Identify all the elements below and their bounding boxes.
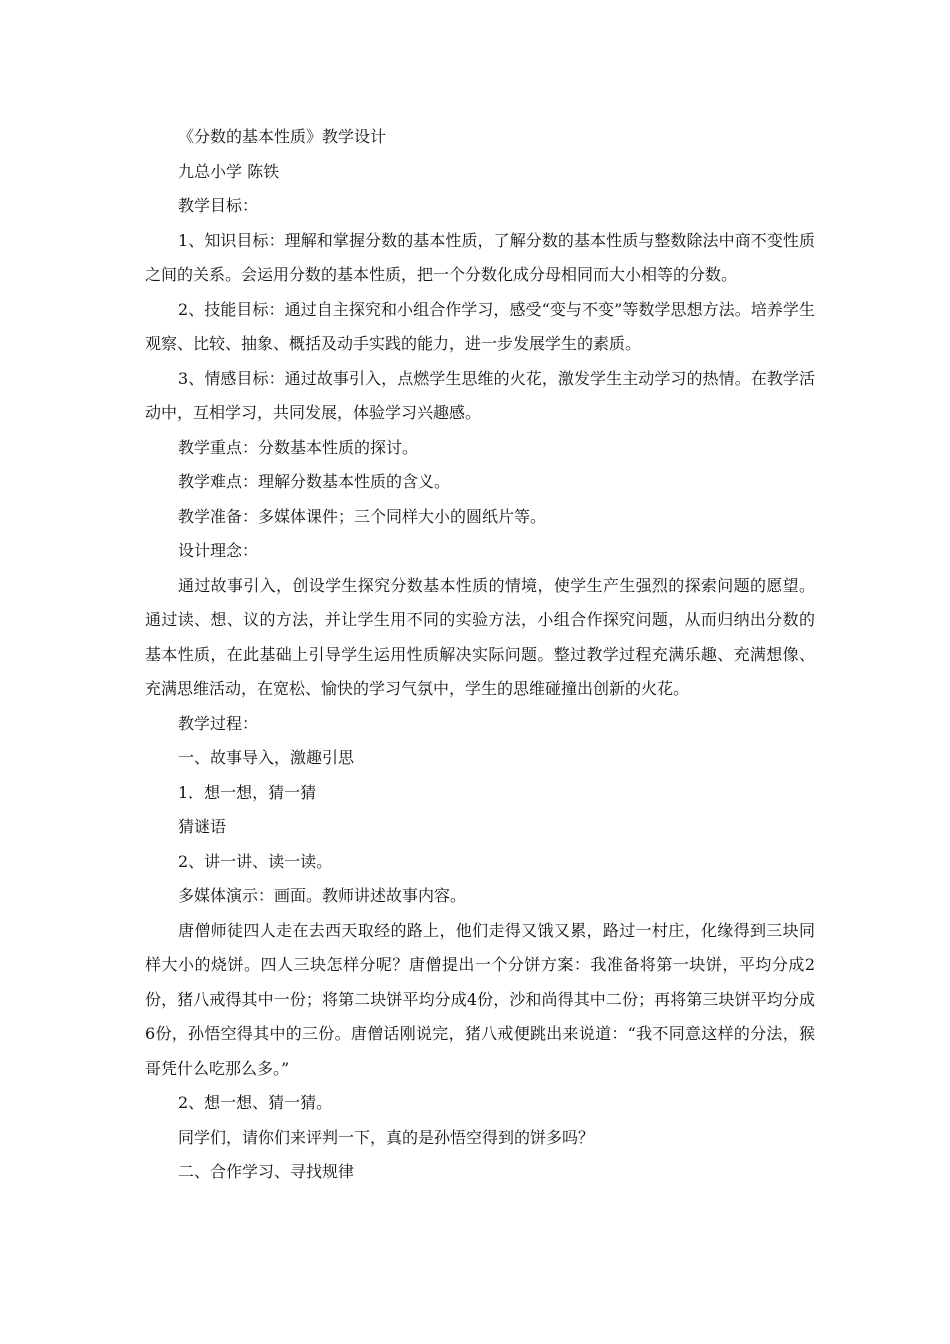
- paragraph: 同学们，请你们来评判一下，真的是孙悟空得到的饼多吗？: [178, 1127, 595, 1147]
- paragraph: 教学准备：多媒体课件；三个同样大小的圆纸片等。: [178, 506, 547, 526]
- paragraph: 教学重点：分数基本性质的探讨。: [178, 437, 419, 457]
- author-line: 九总小学 陈铁: [178, 161, 280, 181]
- section-heading: 一、故事导入，激趣引思: [178, 748, 355, 767]
- paragraph: 1．想一想，猜一猜: [178, 782, 317, 802]
- paragraph: 多媒体演示：画面。教师讲述故事内容。: [178, 886, 467, 905]
- paragraph: 2、讲一讲、读一读。: [178, 851, 333, 871]
- section-heading: 教学过程：: [178, 713, 259, 733]
- paragraph: 教学难点：理解分数基本性质的含义。: [178, 472, 451, 491]
- paragraph: 2、技能目标：通过自主探究和小组合作学习，感受“变与不变”等数学思想方法。培养学生观察、比较、抽象、概括及动手实践的能力，进一步发展学生的素质。: [145, 299, 815, 353]
- paragraph: 2、想一想、猜一猜。: [178, 1093, 333, 1112]
- paragraph: 唐僧师徒四人走在去西天取经的路上，他们走得又饿又累，路过一村庄，化缘得到三块同样大小的烧饼。四人三块怎样分呢？唐僧提出一个分饼方案：我准备将第一块饼，平均分成2份，猪八戒得其中一份；将第二块饼平均分成4份，沙和尚得其中二份；再将第三块饼平均分成6份，孙悟空得其中的三份。唐僧话刚说完，猪八戒便跳出来说道：“我不同意这样的分法，猴哥凭什么吃那么多。”: [145, 920, 815, 1078]
- section-heading: 教学目标：: [178, 196, 259, 215]
- document-title: 《分数的基本性质》教学设计: [178, 127, 387, 146]
- paragraph: 3、情感目标：通过故事引入，点燃学生思维的火花，激发学生主动学习的热情。在教学活动中，互相学习，共同发展，体验学习兴趣感。: [145, 368, 815, 422]
- section-heading: 设计理念：: [178, 541, 259, 560]
- section-heading: 二、合作学习、寻找规律: [178, 1162, 355, 1181]
- paragraph: 通过故事引入，创设学生探究分数基本性质的情境，使学生产生强烈的探索问题的愿望。通过读、想、议的方法，并让学生用不同的实验方法，小组合作探究问题，从而归纳出分数的基本性质，在此基础上引导学生运用性质解决实际问题。整过教学过程充满乐趣、充满想像、充满思维活动，在宽松、愉快的学习气氛中，学生的思维碰撞出创新的火花。: [145, 575, 815, 698]
- paragraph: 1、知识目标：理解和掌握分数的基本性质，了解分数的基本性质与整数除法中商不变性质之间的关系。会运用分数的基本性质，把一个分数化成分母相同而大小相等的分数。: [145, 230, 815, 284]
- paragraph: 猜谜语: [178, 817, 227, 836]
- document-body: [145, 120, 815, 1190]
